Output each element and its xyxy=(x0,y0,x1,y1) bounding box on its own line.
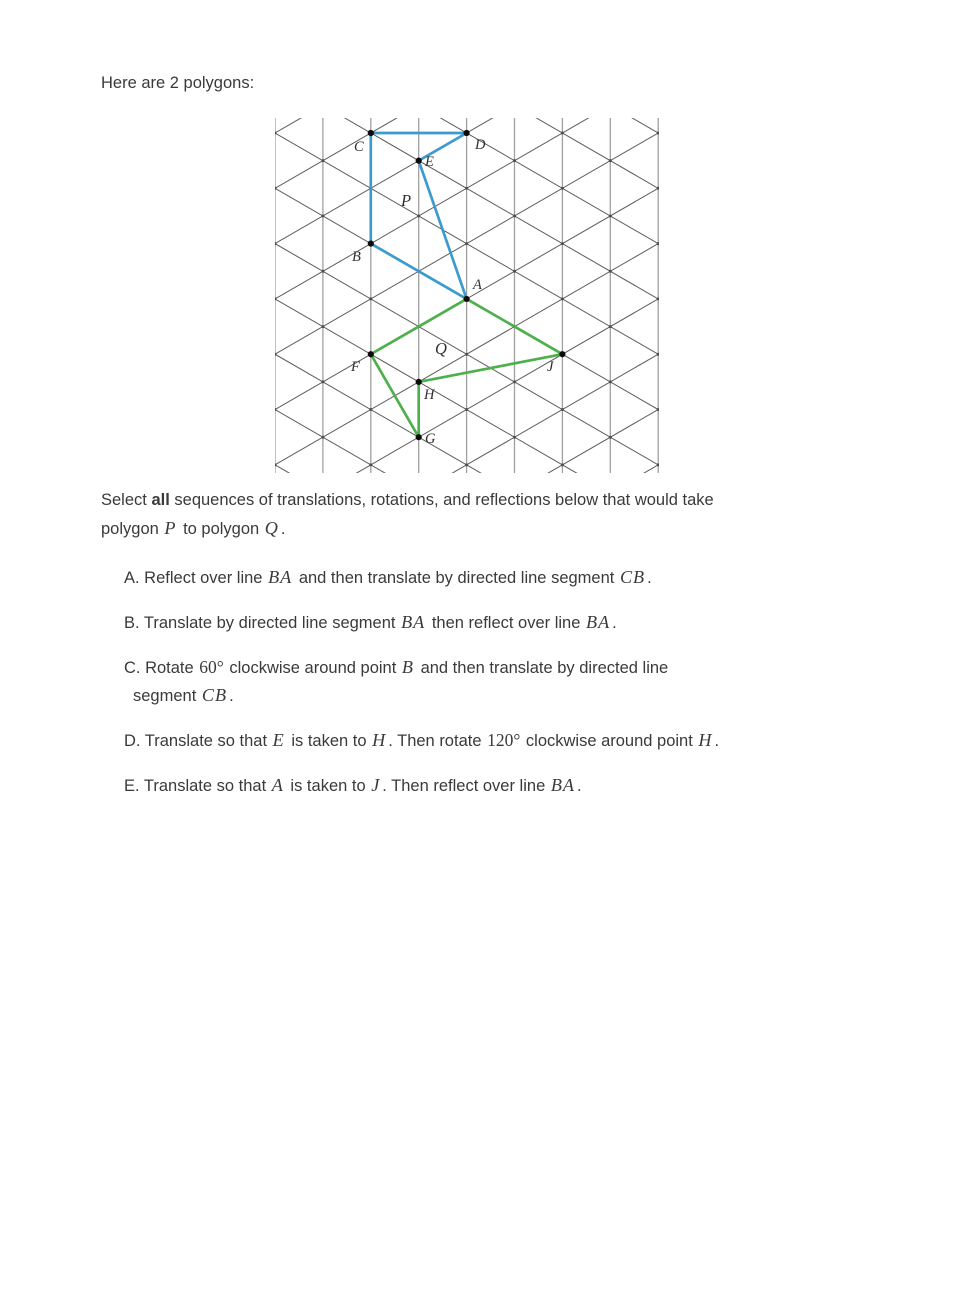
vertex-label-J: J xyxy=(547,359,554,375)
text-segment: . Then reflect over line xyxy=(382,777,550,795)
text-segment: A xyxy=(271,775,284,795)
text-segment: Q xyxy=(264,517,279,538)
text-segment: . xyxy=(577,777,582,795)
answer-option-e[interactable] xyxy=(124,772,890,800)
vertex-label-F: F xyxy=(351,359,360,375)
question-prompt xyxy=(101,487,871,543)
vertex-label-B: B xyxy=(352,249,361,265)
text-segment: . xyxy=(280,519,286,538)
vertex-label-A: A xyxy=(473,277,482,293)
answer-option-a[interactable] xyxy=(124,564,890,592)
answer-options-list xyxy=(124,564,890,817)
vertex-label-H: H xyxy=(424,387,435,403)
text-segment: . Then rotate xyxy=(388,732,487,750)
page-title: Here are 2 polygons: xyxy=(101,74,255,92)
text-segment: and then translate by directed line segment xyxy=(294,569,619,587)
vertex-dot-D xyxy=(464,130,470,136)
text-segment: then reflect over line xyxy=(427,614,585,632)
text-segment: Select xyxy=(101,491,152,509)
text-segment: D. Translate so that xyxy=(124,732,272,750)
text-segment: to polygon xyxy=(178,519,264,538)
vertex-dot-G xyxy=(416,434,422,440)
text-segment: P xyxy=(164,517,177,538)
vertex-dot-F xyxy=(368,351,374,357)
text-segment: . xyxy=(714,732,720,750)
text-segment: J xyxy=(371,775,381,795)
text-segment: H xyxy=(698,730,713,750)
text-segment: BA xyxy=(585,612,611,632)
text-segment: H xyxy=(372,730,387,750)
text-segment: A. Reflect over line xyxy=(124,569,268,587)
text-segment: BA xyxy=(550,775,575,795)
grid-lines xyxy=(275,118,659,473)
vertex-dot-E xyxy=(416,158,422,164)
vertex-dot-H xyxy=(416,379,422,385)
text-segment: . xyxy=(647,569,652,587)
vertex-label-G: G xyxy=(425,431,436,447)
text-segment: all xyxy=(151,491,170,509)
text-segment: BA xyxy=(401,612,426,632)
text-segment: segment xyxy=(133,687,201,705)
text-segment: is taken to xyxy=(286,732,372,750)
polygons-figure xyxy=(275,118,659,473)
text-segment: CB xyxy=(619,567,646,587)
text-segment: is taken to xyxy=(285,777,371,795)
text-segment: sequences of translations, rotations, and reflections below that would take xyxy=(169,491,714,509)
vertex-dot-B xyxy=(368,241,374,247)
vertex-dot-J xyxy=(559,351,565,357)
answer-option-d[interactable] xyxy=(124,727,890,755)
answer-option-c[interactable] xyxy=(124,654,890,710)
triangular-grid xyxy=(275,118,659,473)
text-segment: B xyxy=(401,657,414,677)
vertex-label-D: D xyxy=(475,137,486,153)
text-segment: C. Rotate xyxy=(124,659,199,677)
answer-option-b[interactable] xyxy=(124,609,890,637)
polygon-label-p: P xyxy=(401,191,412,210)
vertex-label-C: C xyxy=(354,139,364,155)
text-segment: 120° xyxy=(487,730,521,750)
text-segment: E xyxy=(272,730,285,750)
text-segment: E. Translate so that xyxy=(124,777,271,795)
text-segment: clockwise around point xyxy=(224,659,401,677)
text-segment: and then translate by directed line xyxy=(415,659,669,677)
vertex-dot-A xyxy=(464,296,470,302)
text-segment: clockwise around point xyxy=(521,732,698,750)
text-segment: B. Translate by directed line segment xyxy=(124,614,401,632)
vertex-dot-C xyxy=(368,130,374,136)
text-segment: . xyxy=(229,687,234,705)
text-segment: 60° xyxy=(199,657,224,677)
vertex-label-E: E xyxy=(425,154,434,170)
text-segment: BA xyxy=(268,567,293,587)
polygon-label-q: Q xyxy=(435,339,447,358)
text-segment: polygon xyxy=(101,519,164,538)
text-segment: . xyxy=(612,614,617,632)
text-segment: CB xyxy=(201,685,228,705)
